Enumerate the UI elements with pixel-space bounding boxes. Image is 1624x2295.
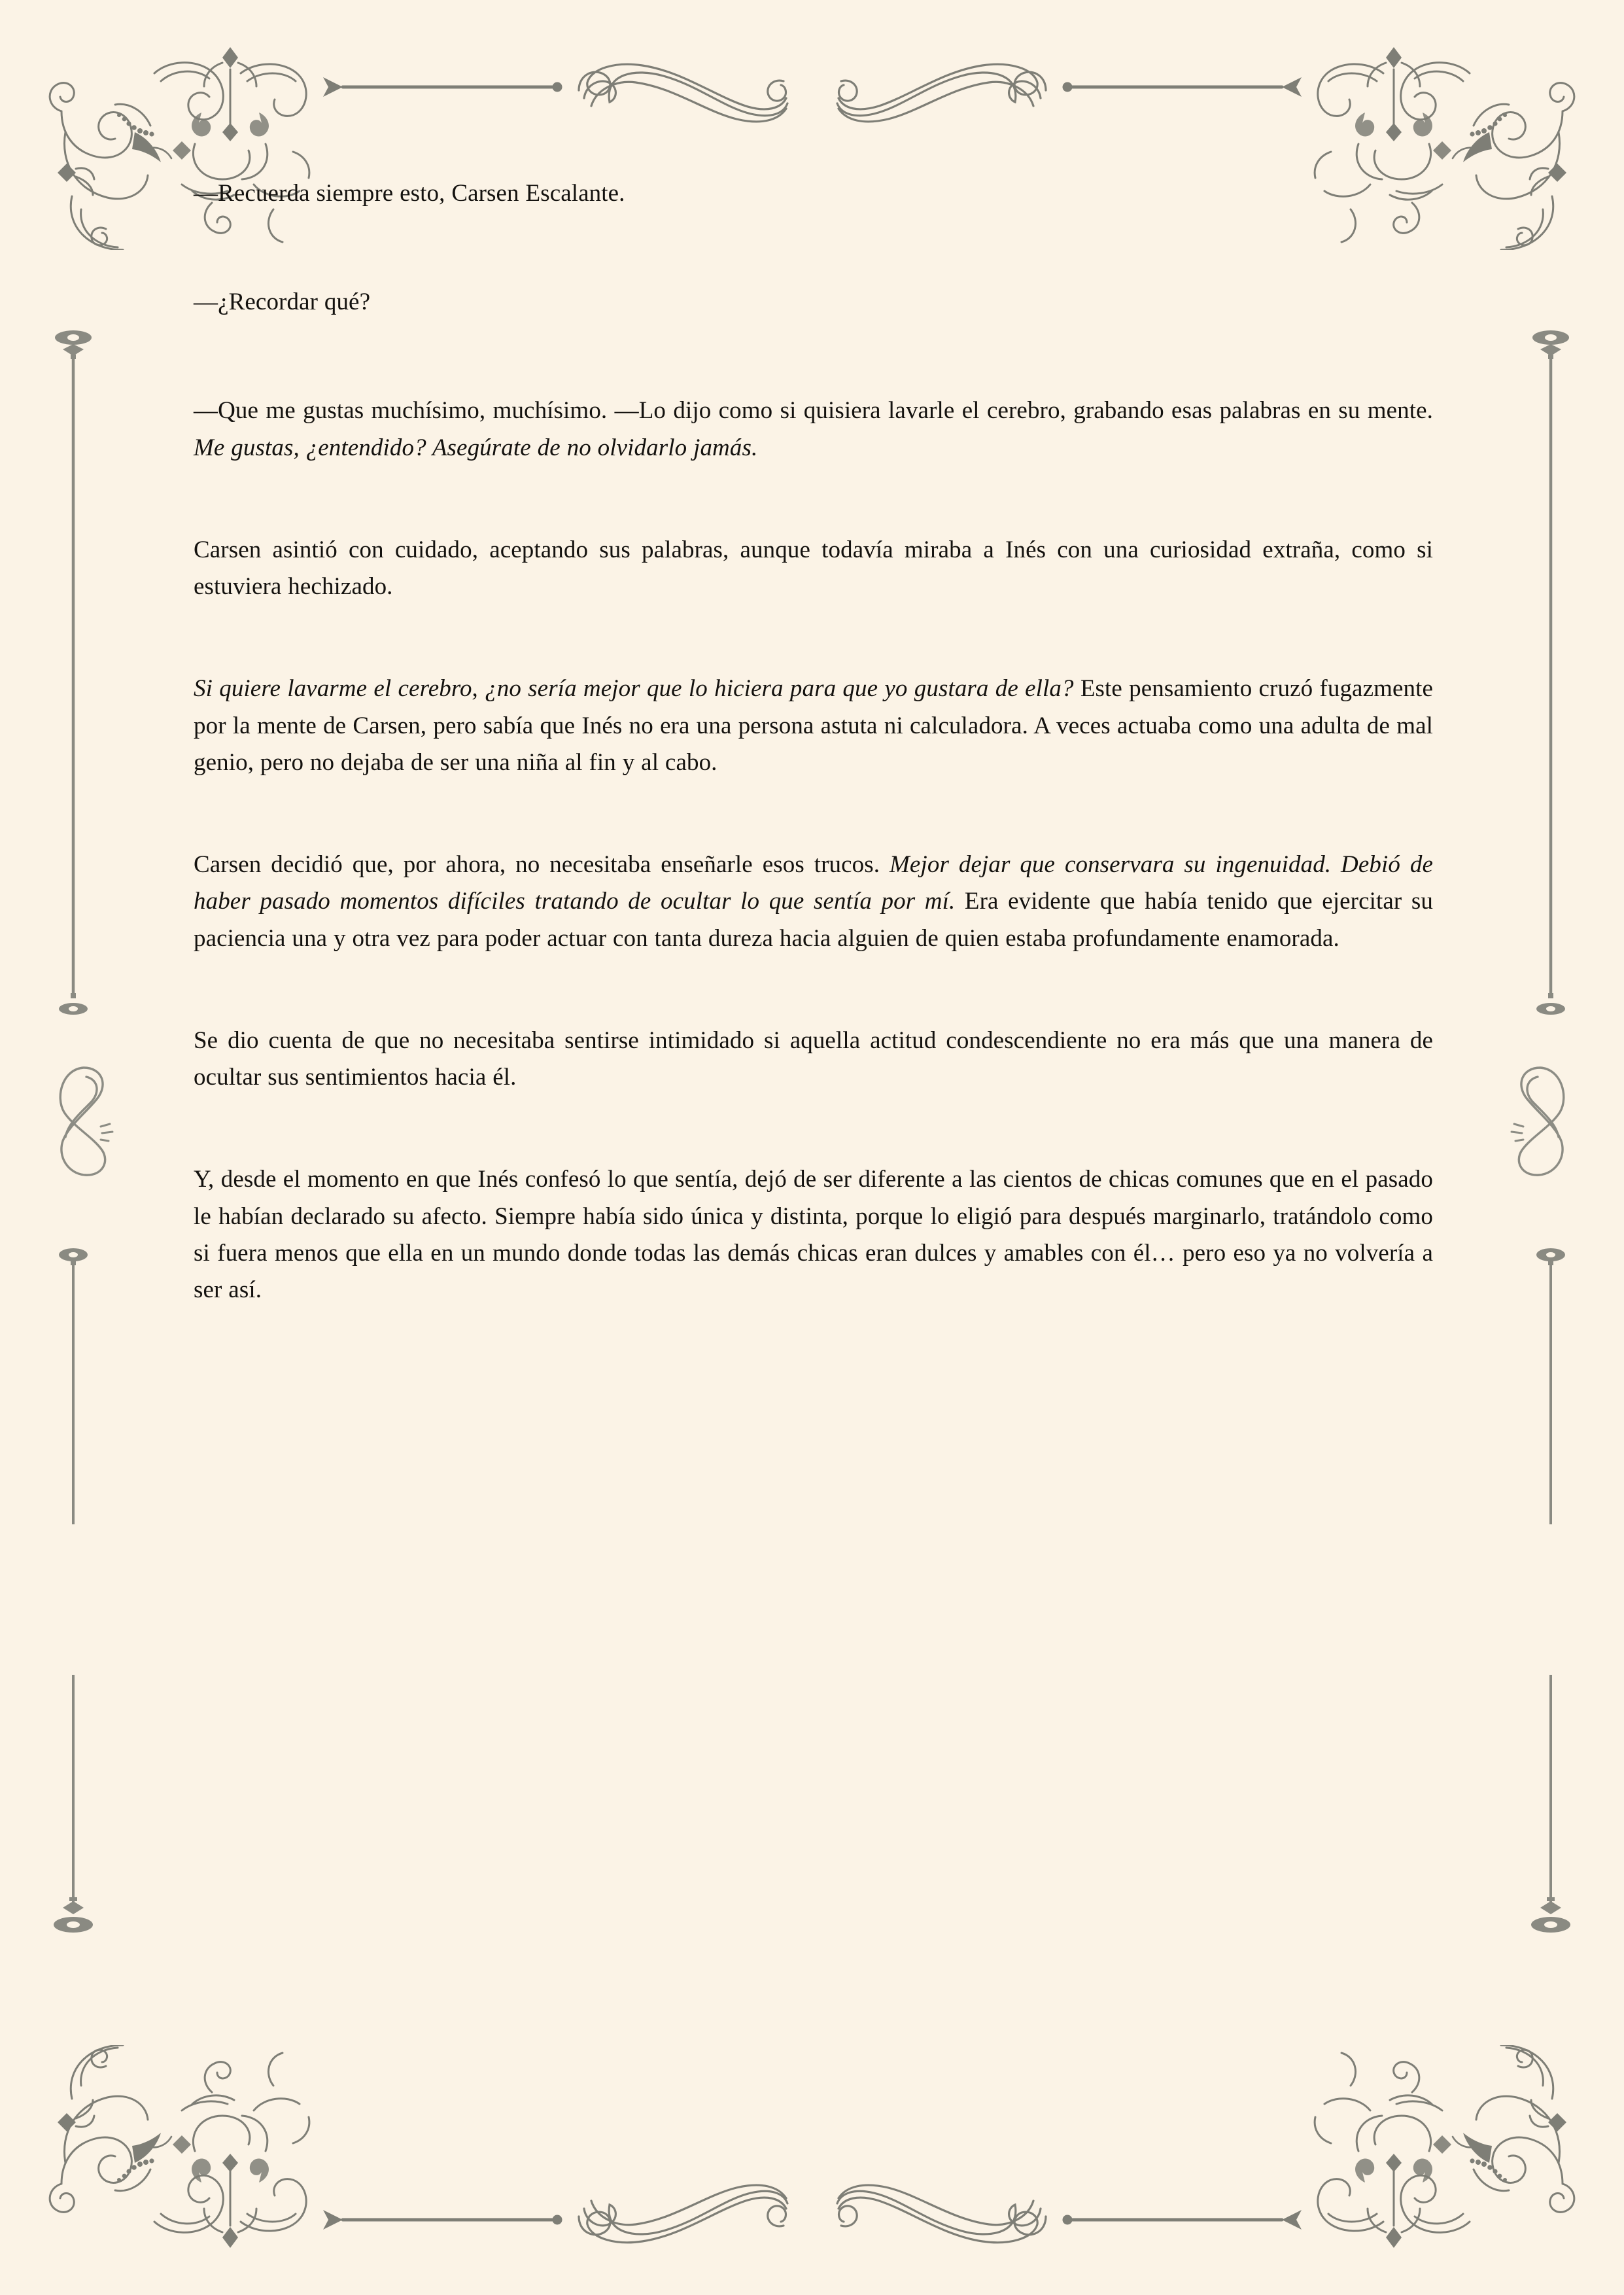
paragraph-dialogue-3 bbox=[194, 393, 1433, 466]
side-rod-left-upper bbox=[54, 326, 93, 1026]
text-run: Y, desde el momento en que Inés confesó lo que sentía, dejó de ser diferente a las cientos de chicas comunes que en el pasado le habían declarado su afecto. Siempre había sido única y distinta, porque lo eligió para después marginarlo, tratándolo como si fuera menos que ella en un mundo donde todas las demás chicas eran dulces y amables con él… pero eso ya no volvería a ser así. bbox=[194, 1166, 1433, 1303]
corner-ornament-bottom-left bbox=[38, 2045, 313, 2261]
divider-top-ornament bbox=[309, 51, 1316, 123]
paragraph-narration-5 bbox=[194, 1161, 1433, 1308]
text-run: Carsen asintió con cuidado, aceptando sus palabras, aunque todavía miraba a Inés con una curiosidad extraña, como si estuviera hechizado. bbox=[194, 536, 1433, 601]
text-run-italic: Me gustas, ¿entendido? Asegúrate de no olvidarlo jamás. bbox=[194, 434, 758, 461]
knot-ornament-right bbox=[1506, 1059, 1578, 1183]
text-run-italic: Mejor dejar que conservara su ingenuidad. Debió de haber pasado momentos difíciles tratando de ocultar lo que sentía por mí. bbox=[194, 851, 1433, 915]
corner-ornament-bottom-right bbox=[1311, 2045, 1586, 2261]
side-rod-left-lower bbox=[54, 1243, 93, 1943]
paragraph-narration-1 bbox=[194, 532, 1433, 605]
text-run: Era evidente que había tenido que ejercitar su paciencia una y otra vez para poder actuar con tanta dureza hacia alguien de quien estaba profundamente enamorada. bbox=[194, 888, 1433, 952]
paragraph-dialogue-1: —Recuerda siempre esto, Carsen Escalante. bbox=[194, 180, 625, 207]
divider-bottom-ornament bbox=[309, 2184, 1316, 2256]
paragraph-narration-4 bbox=[194, 1023, 1433, 1096]
side-rod-right-upper bbox=[1531, 326, 1570, 1026]
text-run: Este pensamiento cruzó fugazmente por la mente de Carsen, pero sabía que Inés no era una persona astuta ni calculadora. A veces actuaba como una adulta de mal genio, pero no dejaba de ser una niña al fin y al cabo. bbox=[194, 675, 1434, 776]
text-run: Se dio cuenta de que no necesitaba sentirse intimidado si aquella actitud condescendiente no era más que una manera de ocultar sus sentimientos hacia él. bbox=[194, 1026, 1433, 1091]
body-text-container bbox=[194, 175, 1433, 1308]
side-rod-right-lower bbox=[1531, 1243, 1570, 1943]
text-run: —Que me gustas muchísimo, muchísimo. —Lo dijo como si quisiera lavarle el cerebro, grabando esas palabras en su mente. bbox=[194, 397, 1433, 425]
text-run-italic: Si quiere lavarme el cerebro, ¿no sería mejor que lo hiciera para que yo gustara de ella? bbox=[194, 675, 1074, 703]
paragraph-dialogue-2: —¿Recordar qué? bbox=[194, 289, 371, 316]
paragraph-narration-2 bbox=[194, 671, 1433, 781]
text-run: Carsen decidió que, por ahora, no necesitaba enseñarle esos trucos. bbox=[194, 851, 890, 879]
knot-ornament-left bbox=[46, 1059, 118, 1183]
paragraph-narration-3 bbox=[194, 847, 1433, 957]
